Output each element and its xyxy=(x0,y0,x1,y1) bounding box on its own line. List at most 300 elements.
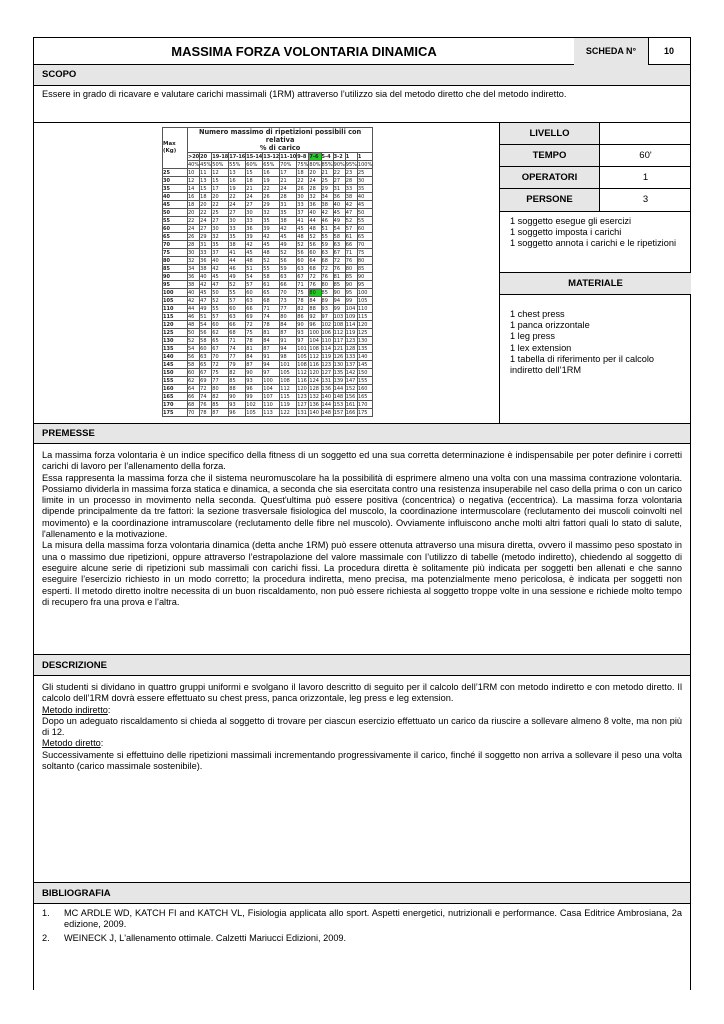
load-cell: 48 xyxy=(263,249,280,257)
load-cell: 98 xyxy=(280,353,297,361)
load-cell: 108 xyxy=(297,361,309,369)
load-cell: 22 xyxy=(333,169,345,177)
load-cell: 34 xyxy=(321,193,333,201)
load-cell: 90 xyxy=(357,273,372,281)
load-cell: 27 xyxy=(200,225,212,233)
load-cell: 40 xyxy=(200,273,212,281)
reps-header-cell: 7-6 xyxy=(309,153,321,161)
materiale-item: 1 panca orizzontale xyxy=(510,320,590,331)
load-cell: 41 xyxy=(297,217,309,225)
table-row xyxy=(163,265,373,273)
load-cell: 24 xyxy=(188,225,200,233)
load-cell: 21 xyxy=(321,169,333,177)
load-cell: 131 xyxy=(321,377,333,385)
load-cell: 36 xyxy=(309,201,321,209)
load-cell: 97 xyxy=(297,337,309,345)
max-kg-cell: 120 xyxy=(163,321,188,329)
load-cell: 85 xyxy=(345,273,357,281)
load-cell: 80 xyxy=(345,265,357,273)
load-cell: 45 xyxy=(333,209,345,217)
load-cell: 166 xyxy=(345,409,357,417)
metodo-indiretto-text: Dopo un adeguato riscaldamento si chieda al soggetto di trovare per ciascun esercizio effettuato un carico da riuscire a sollevare almeno 8 volte, ma non più di 12. xyxy=(42,715,682,738)
table-row xyxy=(163,289,373,297)
load-cell: 142 xyxy=(345,369,357,377)
load-cell: 76 xyxy=(321,273,333,281)
bib-number: 1. xyxy=(42,908,50,918)
load-cell: 77 xyxy=(212,377,229,385)
table-row xyxy=(163,169,373,177)
load-cell: 62 xyxy=(212,329,229,337)
load-cell: 42 xyxy=(212,265,229,273)
load-cell: 140 xyxy=(357,353,372,361)
load-cell: 85 xyxy=(357,265,372,273)
load-cell: 61 xyxy=(345,233,357,241)
load-cell: 10 xyxy=(188,169,200,177)
max-kg-cell: 25 xyxy=(163,169,188,177)
table-title xyxy=(188,128,373,153)
table-row xyxy=(163,225,373,233)
table-title-line: % di carico xyxy=(259,144,301,152)
load-cell: 54 xyxy=(200,321,212,329)
load-cell: 71 xyxy=(297,281,309,289)
load-cell: 121 xyxy=(333,345,345,353)
load-cell: 28 xyxy=(188,241,200,249)
load-cell: 139 xyxy=(333,377,345,385)
load-cell: 87 xyxy=(246,361,263,369)
load-cell: 64 xyxy=(309,257,321,265)
load-cell: 140 xyxy=(321,393,333,401)
load-cell: 91 xyxy=(280,337,297,345)
bibliografia-heading: BIBLIOGRAFIA xyxy=(34,882,690,904)
load-cell: 116 xyxy=(297,377,309,385)
load-cell: 67 xyxy=(200,369,212,377)
load-cell: 30 xyxy=(246,209,263,217)
load-cell: 69 xyxy=(200,377,212,385)
load-cell: 60 xyxy=(229,305,246,313)
load-cell: 66 xyxy=(229,321,246,329)
load-cell: 48 xyxy=(309,225,321,233)
load-cell: 49 xyxy=(200,305,212,313)
load-cell: 65 xyxy=(200,361,212,369)
tempo-row xyxy=(500,145,691,167)
load-cell: 108 xyxy=(309,345,321,353)
descrizione-intro: Gli studenti si dividano in quattro gruppi uniformi e svolgano il lavoro descritto di seguito per il calcolo dell’1RM con metodo indiretto e con metodo diretto. Il calcolo dell’1RM dovrà essere effettuato su chest press, panca orizzontale, leg press e leg extension. xyxy=(42,682,682,704)
max-kg-cell: 85 xyxy=(163,265,188,273)
premesse-paragraph: La massima forza volontaria è un indice specifico della fitness di un soggetto ed una sua corretta determinazione è indispensabile per poter definire i corretti carichi di lavoro per l’allenamento della forza. xyxy=(42,450,682,472)
load-cell: 136 xyxy=(309,401,321,409)
bib-item xyxy=(42,908,682,931)
load-cell: 150 xyxy=(357,369,372,377)
load-cell: 60 xyxy=(246,289,263,297)
load-cell: 63 xyxy=(229,313,246,321)
load-cell: 49 xyxy=(280,241,297,249)
load-cell: 17 xyxy=(212,185,229,193)
load-cell: 74 xyxy=(200,393,212,401)
load-cell: 126 xyxy=(333,353,345,361)
load-cell: 110 xyxy=(357,305,372,313)
reps-header-cell: 15-14 xyxy=(246,153,263,160)
load-cell: 94 xyxy=(280,345,297,353)
load-cell: 71 xyxy=(263,305,280,313)
load-cell: 144 xyxy=(333,385,345,393)
load-cell: 42 xyxy=(280,225,297,233)
load-cell: 78 xyxy=(200,409,212,417)
load-cell: 45 xyxy=(263,241,280,249)
load-cell: 75 xyxy=(246,329,263,337)
load-cell: 85 xyxy=(212,401,229,409)
load-cell: 78 xyxy=(263,321,280,329)
load-cell: 110 xyxy=(263,401,280,409)
reps-header-cell: 17-16 xyxy=(229,153,246,160)
load-cell: 22 xyxy=(200,209,212,217)
load-cell: 45 xyxy=(357,201,372,209)
load-cell: 54 xyxy=(246,273,263,281)
load-cell: 132 xyxy=(309,393,321,401)
load-cell: 48 xyxy=(188,321,200,329)
load-cell: 52 xyxy=(188,337,200,345)
load-cell: 128 xyxy=(309,385,321,393)
load-cell: 18 xyxy=(297,169,309,177)
load-cell: 70 xyxy=(280,289,297,297)
load-cell: 56 xyxy=(309,241,321,249)
load-cell: 100 xyxy=(263,377,280,385)
load-cell: 50 xyxy=(188,329,200,337)
load-cell: 102 xyxy=(246,401,263,409)
load-cell: 57 xyxy=(345,225,357,233)
load-cell: 67 xyxy=(297,273,309,281)
load-cell: 59 xyxy=(321,241,333,249)
max-kg-cell: 110 xyxy=(163,305,188,313)
load-cell: 61 xyxy=(263,281,280,289)
load-cell: 49 xyxy=(333,217,345,225)
load-cell: 125 xyxy=(357,329,372,337)
premesse-heading: PREMESSE xyxy=(34,423,690,444)
load-cell: 35 xyxy=(280,209,297,217)
load-cell: 81 xyxy=(263,329,280,337)
livello-row xyxy=(500,123,691,145)
load-cell: 42 xyxy=(345,201,357,209)
percent-header-cell: 100% xyxy=(357,161,373,168)
max-kg-cell: 140 xyxy=(163,353,188,361)
metodo-diretto-label: Metodo diretto xyxy=(42,738,101,749)
load-cell: 86 xyxy=(297,313,309,321)
load-cell: 84 xyxy=(280,321,297,329)
table-row xyxy=(163,385,373,393)
load-cell: 68 xyxy=(188,401,200,409)
reps-header-cell: 11-10 xyxy=(280,153,297,160)
load-cell: 35 xyxy=(357,185,372,193)
percent-header-cell: 55% xyxy=(229,161,246,169)
load-cell: 38 xyxy=(229,241,246,249)
load-cell: 93 xyxy=(246,377,263,385)
load-cell: 72 xyxy=(333,257,345,265)
premesse-paragraph: Essa rappresenta la massima forza che il sistema neuromuscolare ha la possibilità di esprimere almeno una volta con una massima contrazione volontaria. Possiamo dividerla in massima forza statica e dinamica, a seconda che sia esercitata contro una resistenza insuperabile nel caso della prima o con un carico limite in un processo in movimento nella seconda. Quest'ultima può essere positiva (concentrica) o negativa (eccentrica). La massima forza volontaria dipende principalmente da tre fattori: la sezione trasversale fisiologica del muscolo, la coordinazione intermuscolare (reclutamento dei muscoli coinvolti nel movimento) e la coordinazione intramuscolare (reclutamento delle fibre nel muscolo). Ovviamente influiscono anche molti altri fattori quali lo stato di salute, l'allenamento e la motivazione. xyxy=(42,472,682,540)
persone-details xyxy=(500,212,691,273)
load-cell: 155 xyxy=(357,377,372,385)
load-cell: 60 xyxy=(297,257,309,265)
operatori-row xyxy=(500,167,691,189)
load-cell: 94 xyxy=(333,297,345,305)
materiale-item: 1 tabella di riferimento per il calcolo indiretto dell’1RM xyxy=(510,353,655,376)
max-kg-cell: 55 xyxy=(163,217,188,225)
table-row xyxy=(163,241,373,249)
load-cell: 40 xyxy=(188,289,200,297)
load-cell: 148 xyxy=(333,393,345,401)
title-row xyxy=(34,38,690,65)
load-cell: 36 xyxy=(200,257,212,265)
premesse-body xyxy=(34,444,690,654)
load-cell: 28 xyxy=(345,177,357,185)
load-cell: 80 xyxy=(357,257,372,265)
load-cell: 117 xyxy=(333,337,345,345)
table-row xyxy=(163,185,373,193)
document-sheet xyxy=(33,37,691,990)
load-cell: 22 xyxy=(212,201,229,209)
load-cell: 14 xyxy=(188,185,200,193)
load-cell: 97 xyxy=(321,313,333,321)
load-cell: 67 xyxy=(212,345,229,353)
load-cell: 46 xyxy=(188,313,200,321)
load-cell: 72 xyxy=(309,273,321,281)
load-cell: 36 xyxy=(188,273,200,281)
load-cell: 48 xyxy=(246,257,263,265)
table-row xyxy=(163,297,373,305)
load-cell: 89 xyxy=(321,297,333,305)
max-kg-cell: 135 xyxy=(163,345,188,353)
load-cell: 77 xyxy=(229,353,246,361)
max-kg-cell: 150 xyxy=(163,369,188,377)
max-kg-cell: 35 xyxy=(163,185,188,193)
percent-header-cell: 75% xyxy=(297,161,309,168)
materiale-label: MATERIALE xyxy=(500,273,691,295)
load-cell: 140 xyxy=(309,409,321,417)
load-cell: 93 xyxy=(321,305,333,313)
load-cell: 57 xyxy=(246,281,263,289)
load-cell: 96 xyxy=(309,321,321,329)
load-cell: 152 xyxy=(345,385,357,393)
load-cell: 105 xyxy=(297,353,309,361)
load-cell: 12 xyxy=(212,169,229,177)
load-cell: 72 xyxy=(246,321,263,329)
load-cell: 20 xyxy=(188,209,200,217)
load-cell: 52 xyxy=(263,257,280,265)
load-cell: 27 xyxy=(212,217,229,225)
reps-header-cell: >20 xyxy=(188,153,200,160)
load-cell: 123 xyxy=(345,337,357,345)
load-cell: 104 xyxy=(309,337,321,345)
load-cell: 29 xyxy=(200,233,212,241)
rm-reference-table xyxy=(162,127,373,417)
max-kg-cell: 175 xyxy=(163,409,188,417)
load-cell: 81 xyxy=(333,273,345,281)
load-cell: 66 xyxy=(188,393,200,401)
load-cell: 59 xyxy=(280,265,297,273)
reps-header-cell: 1 xyxy=(357,153,372,161)
load-cell: 119 xyxy=(345,329,357,337)
load-cell: 41 xyxy=(229,249,246,257)
load-cell: 58 xyxy=(333,233,345,241)
table-row xyxy=(163,305,373,313)
load-cell: 76 xyxy=(200,401,212,409)
load-cell: 93 xyxy=(229,401,246,409)
load-cell: 68 xyxy=(321,257,333,265)
load-cell: 31 xyxy=(280,201,297,209)
load-cell: 65 xyxy=(357,233,372,241)
load-cell: 120 xyxy=(297,385,309,393)
persone-line: 1 soggetto annota i carichi e le ripetizioni xyxy=(510,238,676,249)
load-cell: 105 xyxy=(357,297,372,305)
table-row xyxy=(163,313,373,321)
max-kg-cell: 160 xyxy=(163,385,188,393)
max-kg-cell: 125 xyxy=(163,329,188,337)
load-cell: 87 xyxy=(263,345,280,353)
load-cell: 26 xyxy=(263,193,280,201)
table-row xyxy=(163,377,373,385)
load-cell: 39 xyxy=(246,233,263,241)
load-cell: 100 xyxy=(357,289,372,297)
load-cell: 133 xyxy=(345,353,357,361)
load-cell: 57 xyxy=(212,313,229,321)
document-title: MASSIMA FORZA VOLONTARIA DINAMICA xyxy=(34,38,575,65)
load-cell: 84 xyxy=(263,337,280,345)
load-cell: 40 xyxy=(357,193,372,201)
livello-value xyxy=(600,123,691,144)
metodo-indiretto-label: Metodo indiretto xyxy=(42,704,108,715)
max-kg-cell: 130 xyxy=(163,337,188,345)
table-row xyxy=(163,345,373,353)
load-cell: 120 xyxy=(357,321,372,329)
table-row xyxy=(163,409,373,417)
max-kg-cell: 100 xyxy=(163,289,188,297)
load-cell: 69 xyxy=(246,313,263,321)
load-cell: 127 xyxy=(321,369,333,377)
load-cell: 68 xyxy=(263,297,280,305)
load-cell: 66 xyxy=(280,281,297,289)
table-row xyxy=(163,401,373,409)
load-cell: 71 xyxy=(345,249,357,257)
table-row xyxy=(163,393,373,401)
load-cell: 77 xyxy=(280,305,297,313)
load-cell: 99 xyxy=(246,393,263,401)
load-cell: 175 xyxy=(357,409,372,417)
scheda-label: SCHEDA N° xyxy=(574,38,649,65)
load-cell: 24 xyxy=(200,217,212,225)
load-cell: 157 xyxy=(333,409,345,417)
load-cell: 123 xyxy=(321,361,333,369)
load-cell: 32 xyxy=(309,193,321,201)
load-cell: 70 xyxy=(357,241,372,249)
load-cell: 54 xyxy=(333,225,345,233)
load-cell: 45 xyxy=(200,289,212,297)
load-cell: 32 xyxy=(212,233,229,241)
operatori-label: OPERATORI xyxy=(500,167,600,188)
load-cell: 63 xyxy=(297,265,309,273)
table-row xyxy=(163,361,373,369)
max-kg-cell: 80 xyxy=(163,257,188,265)
load-cell: 15 xyxy=(246,169,263,177)
table-title-line: Numero massimo di ripetizioni possibili con relativa xyxy=(198,128,362,144)
load-cell: 42 xyxy=(246,241,263,249)
load-cell: 38 xyxy=(345,193,357,201)
load-cell: 123 xyxy=(297,393,309,401)
load-cell: 33 xyxy=(345,185,357,193)
load-cell: 94 xyxy=(263,361,280,369)
load-cell: 35 xyxy=(212,241,229,249)
load-cell: 60 xyxy=(357,225,372,233)
materiale-item: 1 lex extension xyxy=(510,342,572,353)
percent-header-cell: 85% xyxy=(321,161,333,168)
load-cell: 42 xyxy=(188,297,200,305)
load-cell: 165 xyxy=(357,393,372,401)
table-row xyxy=(163,249,373,257)
load-cell: 35 xyxy=(263,217,280,225)
max-kg-cell: 90 xyxy=(163,273,188,281)
load-cell: 75 xyxy=(357,249,372,257)
descrizione-heading: DESCRIZIONE xyxy=(34,654,690,676)
load-cell: 68 xyxy=(309,265,321,273)
load-cell: 113 xyxy=(263,409,280,417)
materiale-list xyxy=(500,295,691,424)
load-cell: 42 xyxy=(321,209,333,217)
load-cell: 114 xyxy=(321,345,333,353)
load-cell: 101 xyxy=(297,345,309,353)
load-cell: 56 xyxy=(280,257,297,265)
persone-line: 1 soggetto esegue gli esercizi xyxy=(510,216,632,226)
load-cell: 24 xyxy=(246,193,263,201)
load-cell: 112 xyxy=(309,353,321,361)
reps-header-cell: 9-8 xyxy=(297,153,309,161)
load-cell: 24 xyxy=(280,185,297,193)
load-cell: 95 xyxy=(357,281,372,289)
load-cell: 78 xyxy=(297,297,309,305)
load-cell: 38 xyxy=(188,281,200,289)
load-cell: 55 xyxy=(212,305,229,313)
load-cell: 97 xyxy=(263,369,280,377)
load-cell: 22 xyxy=(188,217,200,225)
load-cell: 45 xyxy=(246,249,263,257)
load-cell: 102 xyxy=(321,321,333,329)
max-kg-cell: 40 xyxy=(163,193,188,201)
load-cell: 156 xyxy=(345,393,357,401)
load-cell: 85 xyxy=(321,289,333,297)
load-cell: 50 xyxy=(212,289,229,297)
load-cell: 76 xyxy=(333,265,345,273)
load-cell: 74 xyxy=(263,313,280,321)
load-cell: 85 xyxy=(333,281,345,289)
load-cell: 127 xyxy=(297,401,309,409)
load-cell: 135 xyxy=(357,345,372,353)
table-row xyxy=(163,369,373,377)
operatori-value: 1 xyxy=(642,172,649,183)
load-cell: 64 xyxy=(188,385,200,393)
load-cell: 115 xyxy=(357,313,372,321)
reps-header-cell: 1 xyxy=(345,153,357,161)
load-cell: 136 xyxy=(321,385,333,393)
load-cell: 110 xyxy=(321,337,333,345)
load-cell: 90 xyxy=(333,289,345,297)
table-key-header: Max (Kg) xyxy=(163,128,188,169)
bib-item xyxy=(42,933,682,944)
max-kg-cell: 75 xyxy=(163,249,188,257)
scopo-text: Essere in grado di ricavare e valutare carichi massimali (1RM) attraverso l’utilizzo sia del metodo diretto che del metodo indiretto. xyxy=(42,89,567,99)
load-cell: 63 xyxy=(200,353,212,361)
load-cell: 49 xyxy=(229,273,246,281)
load-cell: 51 xyxy=(321,225,333,233)
load-cell: 19 xyxy=(263,177,280,185)
load-cell: 65 xyxy=(263,289,280,297)
load-cell: 153 xyxy=(333,401,345,409)
load-cell: 31 xyxy=(200,241,212,249)
